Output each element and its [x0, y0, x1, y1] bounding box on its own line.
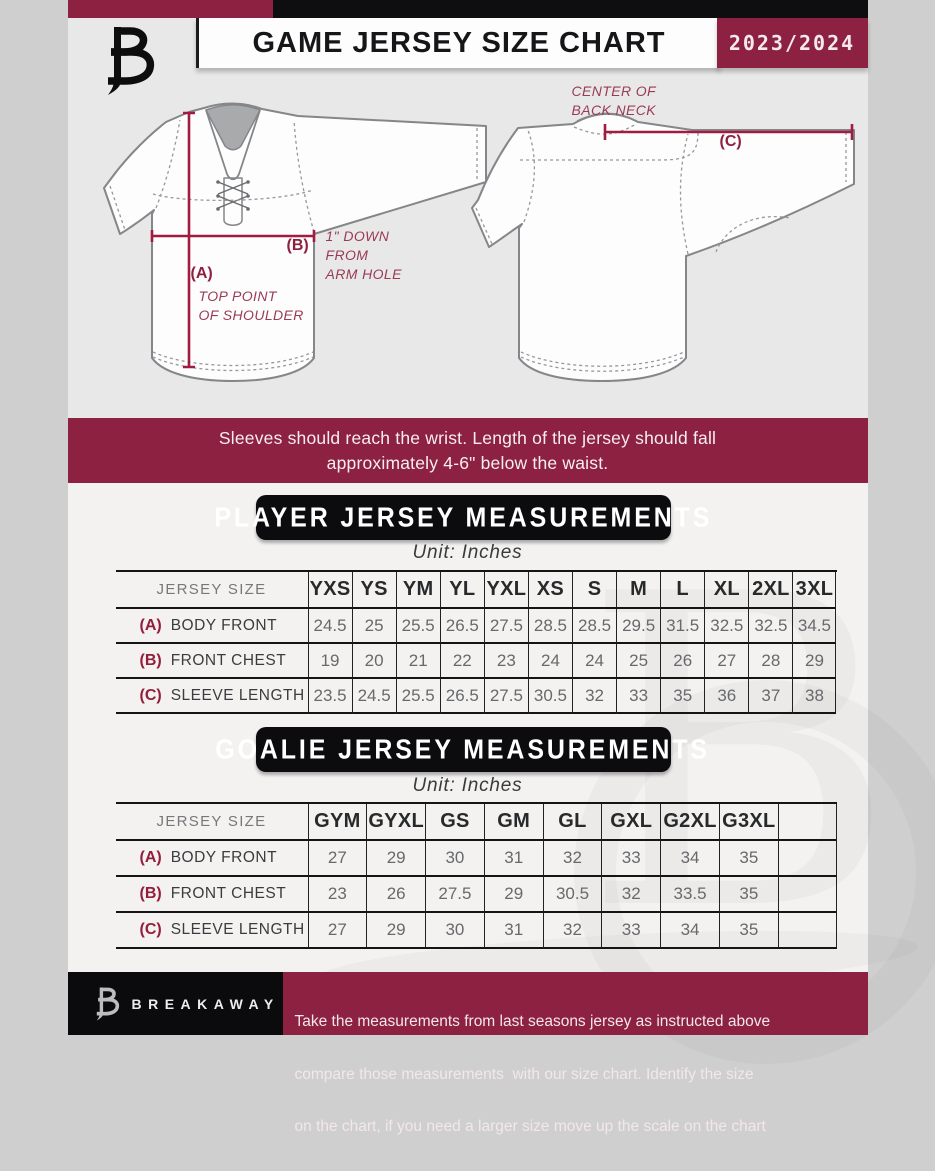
size-column-header: GS — [425, 804, 484, 841]
measurement-cell: 28 — [748, 644, 792, 679]
measurement-cell: 30.5 — [543, 877, 602, 913]
measurement-cell: 27 — [308, 913, 367, 949]
row-label: (A) BODY FRONT — [116, 841, 308, 877]
measurement-cell: 34.5 — [792, 609, 836, 644]
measurement-cell: 27.5 — [484, 679, 528, 714]
measurement-cell: 30 — [425, 841, 484, 877]
a-measure-note: TOP POINT OF SHOULDER — [199, 287, 304, 325]
size-column-header: G2XL — [660, 804, 719, 841]
measurement-cell: 19 — [308, 644, 352, 679]
measurement-cell: 35 — [719, 841, 778, 877]
measurement-cell: 26 — [660, 644, 704, 679]
measurement-cell: 35 — [719, 913, 778, 949]
fit-notice-banner — [68, 418, 868, 483]
measurement-cell: 31.5 — [660, 609, 704, 644]
measurement-cell: 21 — [396, 644, 440, 679]
measurement-cell: 29.5 — [616, 609, 660, 644]
size-column-header: L — [660, 572, 704, 609]
measurement-cell: 29 — [366, 841, 425, 877]
measurement-cell: 33.5 — [660, 877, 719, 913]
measurement-cell: 27.5 — [484, 609, 528, 644]
measurement-cell: 23 — [308, 877, 367, 913]
row-tag: (A) — [140, 617, 162, 635]
jersey-diagrams — [68, 60, 868, 418]
measurement-cell: 32 — [543, 913, 602, 949]
row-tag: (A) — [140, 849, 162, 867]
a-measure-tag: (A) — [191, 265, 213, 283]
size-column-header: GYXL — [366, 804, 425, 841]
size-column-header: S — [572, 572, 616, 609]
measurement-cell: 32 — [572, 679, 616, 714]
measurement-cell: 34 — [660, 913, 719, 949]
measurement-cell: 22 — [440, 644, 484, 679]
size-column-header: GL — [543, 804, 602, 841]
size-column-header: GXL — [601, 804, 660, 841]
player-section-title-box — [256, 495, 671, 540]
row-tag: (B) — [140, 652, 162, 670]
row-label: (C) SLEEVE LENGTH — [116, 913, 308, 949]
breakaway-logo-footer-icon — [90, 985, 122, 1023]
measurement-cell: 32.5 — [748, 609, 792, 644]
row-label: (B) FRONT CHEST — [116, 877, 308, 913]
c-measure-tag: (C) — [720, 133, 742, 151]
measurement-cell: 32 — [601, 877, 660, 913]
size-column-header: XL — [704, 572, 748, 609]
measurement-cell: 33 — [601, 841, 660, 877]
row-label: (C) SLEEVE LENGTH — [116, 679, 308, 714]
season-label: 2023/2024 — [729, 31, 855, 55]
size-column-header: 3XL — [792, 572, 836, 609]
size-column-header: YXL — [484, 572, 528, 609]
player-section-title: PLAYER JERSEY MEASUREMENTS — [214, 501, 712, 534]
measurement-cell: 25 — [352, 609, 396, 644]
size-column-header: G3XL — [719, 804, 778, 841]
measurement-cell: 34 — [660, 841, 719, 877]
size-column-header: YS — [352, 572, 396, 609]
b-measure-tag: (B) — [287, 237, 309, 255]
measurement-cell: 33 — [601, 913, 660, 949]
measurement-cell: 25 — [616, 644, 660, 679]
row-label: (A) BODY FRONT — [116, 609, 308, 644]
measurement-cell: 28.5 — [572, 609, 616, 644]
measurement-cell: 27 — [308, 841, 367, 877]
row-tag: (C) — [140, 921, 162, 939]
measurement-cell: 25.5 — [396, 609, 440, 644]
brand-name: BREAKAWAY — [132, 996, 280, 1012]
size-column-header: YM — [396, 572, 440, 609]
topbar-black — [273, 0, 868, 18]
measurement-cell: 30 — [425, 913, 484, 949]
measurement-cell: 20 — [352, 644, 396, 679]
size-column-header: GYM — [308, 804, 367, 841]
footer-instructions — [295, 978, 860, 1171]
measurement-cell: 23.5 — [308, 679, 352, 714]
measurement-cell: 23 — [484, 644, 528, 679]
measurement-cell: 27 — [704, 644, 748, 679]
measurement-cell — [778, 877, 837, 913]
measurement-cell: 26.5 — [440, 679, 484, 714]
size-chart-flyer — [68, 0, 868, 1035]
measurement-cell: 32.5 — [704, 609, 748, 644]
size-column-header: YXS — [308, 572, 352, 609]
measurement-cell — [778, 913, 837, 949]
measurement-cell: 27.5 — [425, 877, 484, 913]
notice-line-2: approximately 4-6" below the waist. — [327, 451, 609, 476]
measurement-cell: 37 — [748, 679, 792, 714]
size-column-header: YL — [440, 572, 484, 609]
notice-line-1: Sleeves should reach the wrist. Length of the jersey should fall — [219, 426, 716, 451]
measurement-cell: 25.5 — [396, 679, 440, 714]
measurement-cell: 26 — [366, 877, 425, 913]
goalie-unit-label: Unit: Inches — [68, 775, 868, 797]
measurement-cell: 29 — [366, 913, 425, 949]
measurement-cell: 24 — [572, 644, 616, 679]
measurement-cell: 29 — [484, 877, 543, 913]
topbar-maroon — [68, 0, 273, 18]
size-column-header: XS — [528, 572, 572, 609]
measurement-cell: 28.5 — [528, 609, 572, 644]
goalie-section-title: GOALIE JERSEY MEASUREMENTS — [216, 733, 711, 766]
measurement-cell: 24.5 — [308, 609, 352, 644]
player-unit-label: Unit: Inches — [68, 542, 868, 564]
table-corner-label: JERSEY SIZE — [116, 572, 308, 609]
measurement-cell: 30.5 — [528, 679, 572, 714]
measurement-cell: 26.5 — [440, 609, 484, 644]
goalie-size-table — [116, 802, 837, 949]
measurement-cell: 24.5 — [352, 679, 396, 714]
measurement-cell — [778, 841, 837, 877]
goalie-section-title-box — [256, 727, 671, 772]
footer-bar — [68, 972, 868, 1035]
center-back-neck-note: CENTER OF BACK NECK — [572, 82, 657, 120]
row-tag: (B) — [140, 885, 162, 903]
footer-note-line: compare those measurements with our size chart. Identify the size — [295, 1066, 860, 1084]
row-tag: (C) — [140, 687, 162, 705]
measurement-cell: 24 — [528, 644, 572, 679]
measurement-cell: 33 — [616, 679, 660, 714]
measurement-cell: 38 — [792, 679, 836, 714]
table-corner-label: JERSEY SIZE — [116, 804, 308, 841]
footer-brand-block — [68, 972, 283, 1035]
page-title: GAME JERSEY SIZE CHART — [252, 27, 665, 60]
measurement-cell: 35 — [660, 679, 704, 714]
size-column-header: GM — [484, 804, 543, 841]
measurement-cell: 31 — [484, 841, 543, 877]
player-size-table — [116, 570, 837, 714]
measurement-cell: 35 — [719, 877, 778, 913]
size-column-header: M — [616, 572, 660, 609]
size-column-header: 2XL — [748, 572, 792, 609]
b-measure-note: 1" DOWN FROM ARM HOLE — [326, 227, 402, 284]
measurement-cell: 29 — [792, 644, 836, 679]
footer-note-line: on the chart, if you need a larger size move up the scale on the chart — [295, 1118, 860, 1136]
measurement-cell: 36 — [704, 679, 748, 714]
footer-note-line: Take the measurements from last seasons jersey as instructed above — [295, 1013, 860, 1031]
back-jersey-drawing — [472, 113, 854, 381]
measurement-cell: 31 — [484, 913, 543, 949]
size-column-header — [778, 804, 837, 841]
row-label: (B) FRONT CHEST — [116, 644, 308, 679]
measurement-cell: 32 — [543, 841, 602, 877]
